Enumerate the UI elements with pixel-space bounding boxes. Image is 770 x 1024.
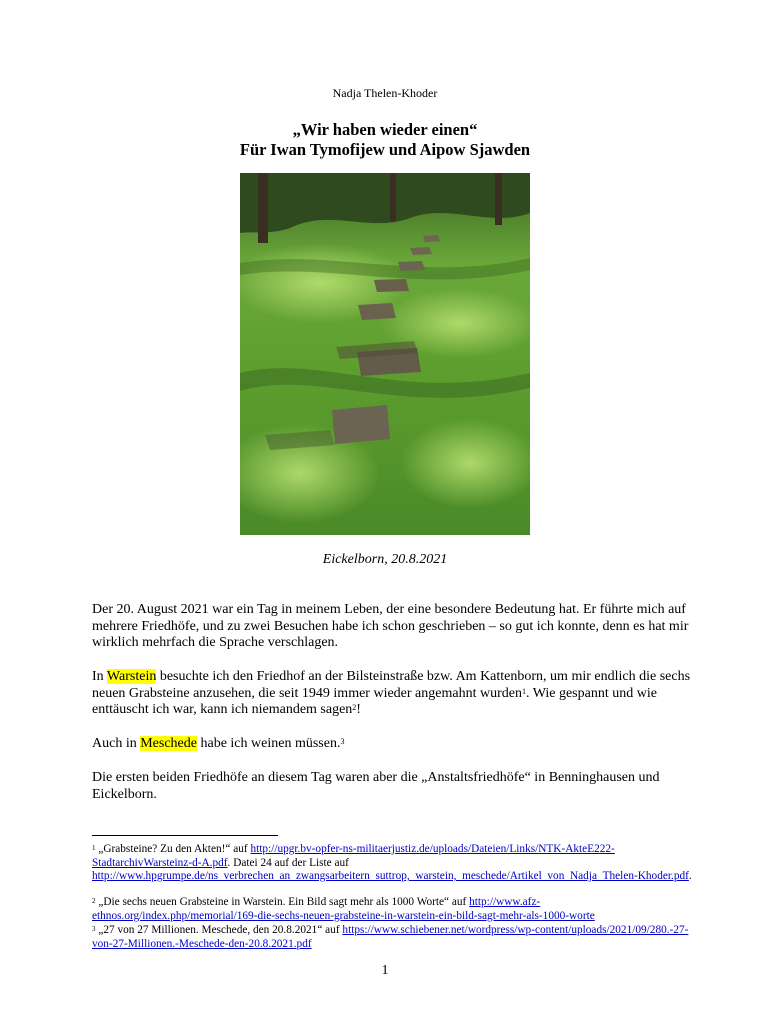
footnote-ref-1[interactable]: 1 bbox=[521, 686, 526, 696]
paragraph-2-text-d: ! bbox=[356, 702, 361, 717]
author-name: Nadja Thelen-Khoder bbox=[332, 86, 438, 100]
paragraph-2-text-c: . Wie gespannt und wie enttäuscht ich war, kann ich niemandem sagen bbox=[92, 685, 657, 717]
paragraph-3-text-b: habe ich weinen müssen. bbox=[196, 736, 341, 751]
footnote-ref-2[interactable]: 2 bbox=[352, 703, 357, 712]
photo-caption: Eickelborn, 20.8.2021 bbox=[322, 552, 448, 567]
title-line-2: Für Iwan Tymofijew und Aipow Sjawden bbox=[239, 140, 531, 159]
footnote-3 bbox=[92, 924, 692, 951]
footnote-2 bbox=[92, 896, 692, 923]
cemetery-photo bbox=[240, 173, 530, 535]
paragraph-3-text-a: Auch in bbox=[92, 736, 141, 751]
footnote-text: „Die sechs neuen Grabsteine in Warstein. Ein Bild sagt mehr als 1000 Worte“ auf bbox=[98, 896, 470, 908]
paragraph-2 bbox=[92, 669, 692, 719]
footnote-text: „27 von 27 Millionen. Meschede, den 20.8.2021“ auf bbox=[98, 924, 343, 936]
paragraph-3 bbox=[92, 736, 692, 753]
document-title bbox=[0, 120, 770, 160]
paragraph-2-text-a: In bbox=[92, 669, 107, 684]
footnote-ref-3[interactable]: 3 bbox=[340, 737, 345, 746]
highlight-warstein: Warstein bbox=[106, 669, 157, 684]
footnote-link[interactable]: http://upgr.bv-opfer-ns-militaerjustiz.de/uploads/Dateien/Links/NTK-AkteE222-StadtarchivWarsteinz-d-A.pdf bbox=[92, 843, 615, 869]
footnote-number: 2 bbox=[92, 897, 96, 905]
paragraph-1: Der 20. August 2021 war ein Tag in meinem Leben, der eine besondere Bedeutung hat. Er führte mich auf mehrere Friedhöfe, und zu zwei Besuchen habe ich schon geschrieben – so gut ich konnte, denn es hat mir wirklich mehrfach die Sprache verschlagen. bbox=[92, 602, 689, 650]
footnote-link[interactable]: http://www.afz-ethnos.org/index.php/memorial/169-die-sechs-neuen-grabsteine-in-warstein-ein-bild-sagt-mehr-als-1000-worte bbox=[92, 896, 595, 922]
footnote-text: . bbox=[688, 870, 692, 882]
footnote-text: „Grabsteine? Zu den Akten!“ auf bbox=[98, 843, 251, 855]
footnote-number: 3 bbox=[92, 925, 96, 933]
footnote-number: 1 bbox=[92, 844, 96, 852]
highlight-meschede: Meschede bbox=[140, 736, 197, 751]
footnote-text: . Datei 24 auf der Liste auf bbox=[227, 856, 349, 869]
footnote-link[interactable]: https://www.schiebener.net/wordpress/wp-content/uploads/2021/09/280.-27-von-27-Millionen.-Meschede-den-20.8.2021.pdf bbox=[92, 924, 689, 950]
page-number: 1 bbox=[381, 963, 389, 978]
footnote-separator bbox=[92, 835, 278, 836]
title-line-1: „Wir haben wieder einen“ bbox=[292, 120, 478, 139]
footnote-link[interactable]: http://www.hpgrumpe.de/ns_verbrechen_an_zwangsarbeitern_suttrop,_warstein,_meschede/Artikel_von_Nadja_Thelen-Khoder.pdf bbox=[92, 870, 689, 882]
paragraph-2-text-b: besuchte ich den Friedhof an der Bilsteinstraße bzw. Am Kattenborn, um mir endlich die sechs neuen Grabsteine anzusehen, die seit 1949 immer wieder angemahnt wurden bbox=[92, 669, 691, 701]
footnote-1 bbox=[92, 843, 692, 884]
paragraph-4: Die ersten beiden Friedhöfe an diesem Tag waren aber die „Anstaltsfriedhöfe“ in Benninghausen und Eickelborn. bbox=[92, 770, 660, 802]
